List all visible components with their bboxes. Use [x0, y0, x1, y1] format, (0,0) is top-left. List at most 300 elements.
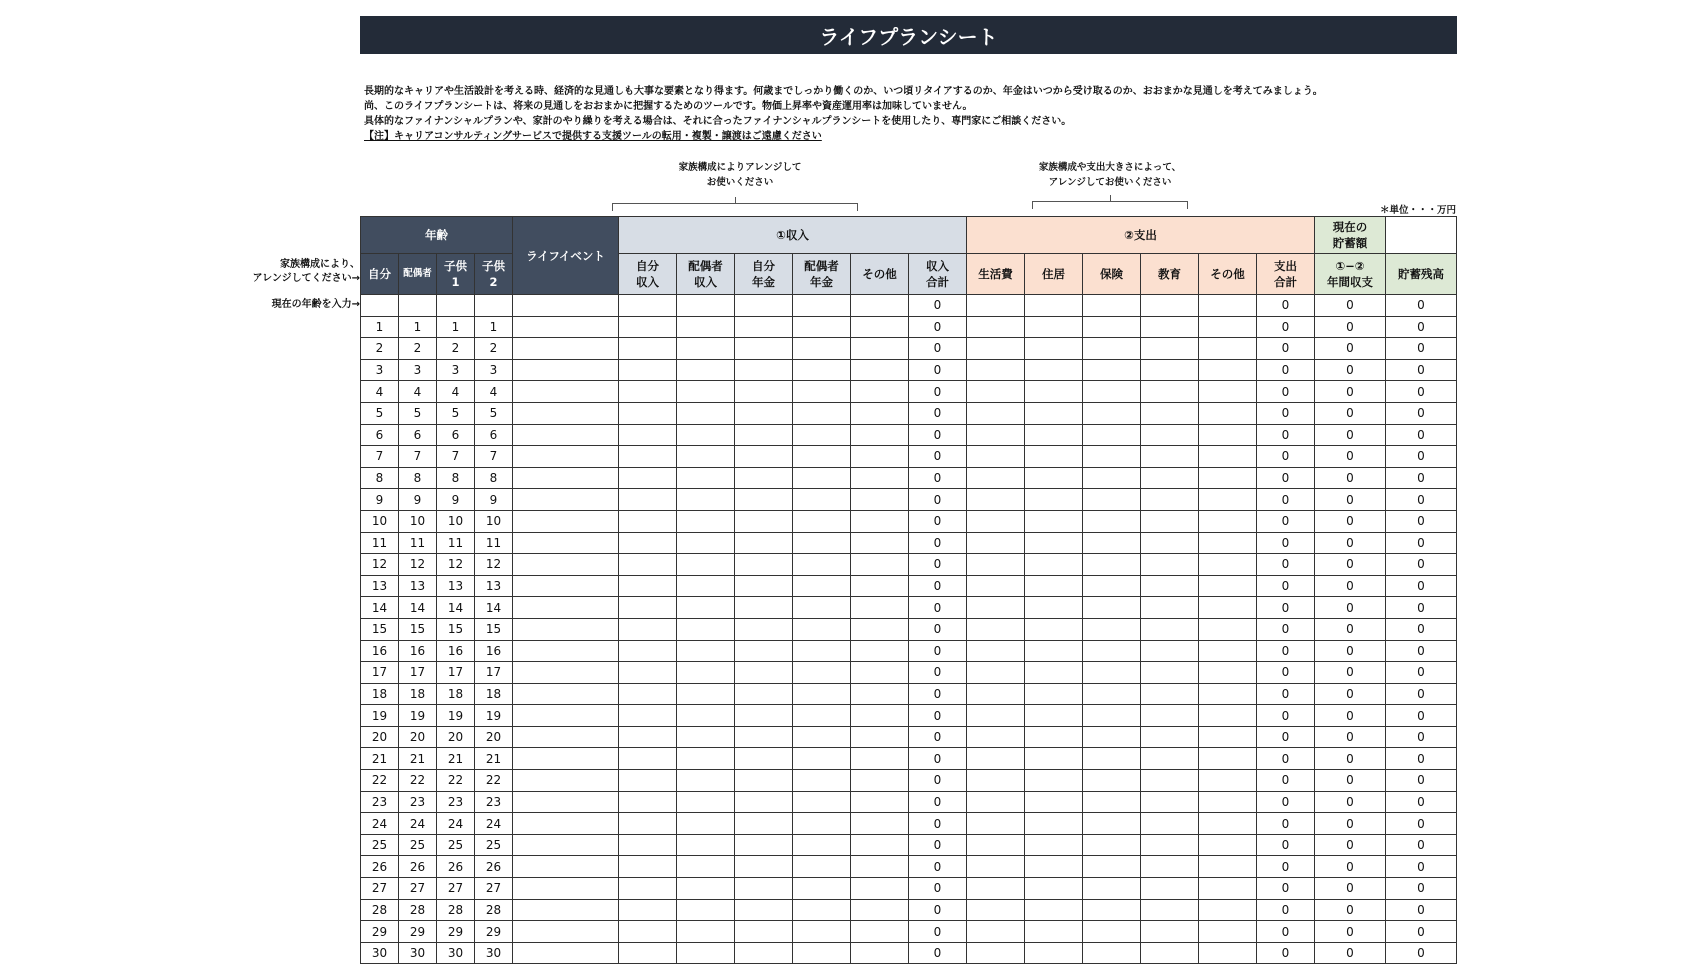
spouse-income-cell[interactable] [677, 424, 735, 446]
self-age-cell[interactable]: 10 [361, 510, 399, 532]
life-event-cell[interactable] [513, 424, 619, 446]
living-expense-cell[interactable] [967, 467, 1025, 489]
living-expense-cell[interactable] [967, 424, 1025, 446]
spouse-age-cell[interactable]: 7 [399, 446, 437, 468]
living-expense-cell[interactable] [967, 791, 1025, 813]
child2-age-cell[interactable]: 23 [475, 791, 513, 813]
spouse-pension-cell[interactable] [793, 813, 851, 835]
life-event-cell[interactable] [513, 575, 619, 597]
spouse-income-cell[interactable] [677, 446, 735, 468]
living-expense-cell[interactable] [967, 726, 1025, 748]
insurance-cell[interactable] [1083, 856, 1141, 878]
spouse-age-cell[interactable]: 29 [399, 921, 437, 943]
living-expense-cell[interactable] [967, 575, 1025, 597]
insurance-cell[interactable] [1083, 597, 1141, 619]
education-cell[interactable] [1141, 726, 1199, 748]
self-age-cell[interactable]: 30 [361, 942, 399, 964]
expense-other-cell[interactable] [1199, 510, 1257, 532]
child2-age-cell[interactable]: 10 [475, 510, 513, 532]
income-other-cell[interactable] [851, 554, 909, 576]
spouse-pension-cell[interactable] [793, 791, 851, 813]
housing-cell[interactable] [1025, 467, 1083, 489]
self-age-cell[interactable]: 8 [361, 467, 399, 489]
self-income-cell[interactable] [619, 575, 677, 597]
child2-age-cell[interactable]: 27 [475, 878, 513, 900]
child1-age-cell[interactable]: 16 [437, 640, 475, 662]
insurance-cell[interactable] [1083, 726, 1141, 748]
insurance-cell[interactable] [1083, 921, 1141, 943]
child1-age-cell[interactable]: 13 [437, 575, 475, 597]
living-expense-cell[interactable] [967, 770, 1025, 792]
self-income-cell[interactable] [619, 705, 677, 727]
self-pension-cell[interactable] [735, 510, 793, 532]
insurance-cell[interactable] [1083, 554, 1141, 576]
spouse-age-cell[interactable]: 8 [399, 467, 437, 489]
self-age-cell[interactable]: 11 [361, 532, 399, 554]
life-event-cell[interactable] [513, 662, 619, 684]
life-event-cell[interactable] [513, 726, 619, 748]
spouse-income-cell[interactable] [677, 295, 735, 317]
self-age-cell[interactable]: 22 [361, 770, 399, 792]
expense-other-cell[interactable] [1199, 597, 1257, 619]
housing-cell[interactable] [1025, 338, 1083, 360]
insurance-cell[interactable] [1083, 942, 1141, 964]
spouse-income-cell[interactable] [677, 834, 735, 856]
housing-cell[interactable] [1025, 748, 1083, 770]
income-other-cell[interactable] [851, 856, 909, 878]
education-cell[interactable] [1141, 554, 1199, 576]
income-other-cell[interactable] [851, 446, 909, 468]
housing-cell[interactable] [1025, 856, 1083, 878]
child1-age-cell[interactable]: 25 [437, 834, 475, 856]
life-event-cell[interactable] [513, 618, 619, 640]
expense-other-cell[interactable] [1199, 575, 1257, 597]
life-event-cell[interactable] [513, 338, 619, 360]
child2-age-cell[interactable]: 26 [475, 856, 513, 878]
insurance-cell[interactable] [1083, 683, 1141, 705]
education-cell[interactable] [1141, 575, 1199, 597]
insurance-cell[interactable] [1083, 402, 1141, 424]
insurance-cell[interactable] [1083, 640, 1141, 662]
income-other-cell[interactable] [851, 316, 909, 338]
child2-age-cell[interactable]: 16 [475, 640, 513, 662]
insurance-cell[interactable] [1083, 424, 1141, 446]
spouse-pension-cell[interactable] [793, 338, 851, 360]
insurance-cell[interactable] [1083, 295, 1141, 317]
self-income-cell[interactable] [619, 748, 677, 770]
self-pension-cell[interactable] [735, 424, 793, 446]
child2-age-cell[interactable]: 13 [475, 575, 513, 597]
education-cell[interactable] [1141, 705, 1199, 727]
expense-other-cell[interactable] [1199, 791, 1257, 813]
self-age-cell[interactable]: 14 [361, 597, 399, 619]
living-expense-cell[interactable] [967, 381, 1025, 403]
self-pension-cell[interactable] [735, 575, 793, 597]
expense-other-cell[interactable] [1199, 446, 1257, 468]
living-expense-cell[interactable] [967, 618, 1025, 640]
self-income-cell[interactable] [619, 942, 677, 964]
spouse-pension-cell[interactable] [793, 662, 851, 684]
spouse-income-cell[interactable] [677, 942, 735, 964]
insurance-cell[interactable] [1083, 510, 1141, 532]
living-expense-cell[interactable] [967, 446, 1025, 468]
housing-cell[interactable] [1025, 878, 1083, 900]
education-cell[interactable] [1141, 899, 1199, 921]
self-age-cell[interactable]: 6 [361, 424, 399, 446]
housing-cell[interactable] [1025, 359, 1083, 381]
child1-age-cell[interactable]: 26 [437, 856, 475, 878]
self-age-cell[interactable]: 15 [361, 618, 399, 640]
child1-age-cell[interactable]: 6 [437, 424, 475, 446]
expense-other-cell[interactable] [1199, 813, 1257, 835]
spouse-age-cell[interactable]: 21 [399, 748, 437, 770]
housing-cell[interactable] [1025, 446, 1083, 468]
education-cell[interactable] [1141, 467, 1199, 489]
self-income-cell[interactable] [619, 791, 677, 813]
housing-cell[interactable] [1025, 834, 1083, 856]
spouse-pension-cell[interactable] [793, 683, 851, 705]
self-age-cell[interactable]: 2 [361, 338, 399, 360]
self-income-cell[interactable] [619, 834, 677, 856]
expense-other-cell[interactable] [1199, 834, 1257, 856]
self-pension-cell[interactable] [735, 359, 793, 381]
insurance-cell[interactable] [1083, 770, 1141, 792]
spouse-age-cell[interactable]: 11 [399, 532, 437, 554]
life-event-cell[interactable] [513, 510, 619, 532]
living-expense-cell[interactable] [967, 662, 1025, 684]
life-event-cell[interactable] [513, 446, 619, 468]
self-income-cell[interactable] [619, 532, 677, 554]
self-pension-cell[interactable] [735, 467, 793, 489]
self-age-cell[interactable]: 4 [361, 381, 399, 403]
expense-other-cell[interactable] [1199, 316, 1257, 338]
self-pension-cell[interactable] [735, 640, 793, 662]
income-other-cell[interactable] [851, 597, 909, 619]
self-pension-cell[interactable] [735, 791, 793, 813]
housing-cell[interactable] [1025, 662, 1083, 684]
life-event-cell[interactable] [513, 942, 619, 964]
insurance-cell[interactable] [1083, 662, 1141, 684]
spouse-income-cell[interactable] [677, 791, 735, 813]
self-age-cell[interactable]: 25 [361, 834, 399, 856]
spouse-pension-cell[interactable] [793, 554, 851, 576]
education-cell[interactable] [1141, 878, 1199, 900]
expense-other-cell[interactable] [1199, 295, 1257, 317]
spouse-income-cell[interactable] [677, 683, 735, 705]
insurance-cell[interactable] [1083, 532, 1141, 554]
living-expense-cell[interactable] [967, 683, 1025, 705]
self-income-cell[interactable] [619, 921, 677, 943]
income-other-cell[interactable] [851, 683, 909, 705]
spouse-age-cell[interactable]: 19 [399, 705, 437, 727]
spouse-pension-cell[interactable] [793, 316, 851, 338]
spouse-pension-cell[interactable] [793, 726, 851, 748]
child1-age-cell[interactable]: 11 [437, 532, 475, 554]
spouse-income-cell[interactable] [677, 359, 735, 381]
insurance-cell[interactable] [1083, 338, 1141, 360]
spouse-income-cell[interactable] [677, 510, 735, 532]
child1-age-cell[interactable]: 27 [437, 878, 475, 900]
life-event-cell[interactable] [513, 878, 619, 900]
child2-age-cell[interactable]: 15 [475, 618, 513, 640]
education-cell[interactable] [1141, 597, 1199, 619]
income-other-cell[interactable] [851, 618, 909, 640]
spouse-pension-cell[interactable] [793, 899, 851, 921]
education-cell[interactable] [1141, 316, 1199, 338]
child2-age-cell[interactable]: 25 [475, 834, 513, 856]
spouse-age-cell[interactable]: 2 [399, 338, 437, 360]
housing-cell[interactable] [1025, 402, 1083, 424]
housing-cell[interactable] [1025, 532, 1083, 554]
life-event-cell[interactable] [513, 683, 619, 705]
child1-age-cell[interactable]: 30 [437, 942, 475, 964]
life-event-cell[interactable] [513, 597, 619, 619]
self-income-cell[interactable] [619, 770, 677, 792]
self-income-cell[interactable] [619, 726, 677, 748]
child2-age-cell[interactable]: 1 [475, 316, 513, 338]
spouse-age-cell[interactable]: 23 [399, 791, 437, 813]
insurance-cell[interactable] [1083, 467, 1141, 489]
child1-age-cell[interactable]: 14 [437, 597, 475, 619]
child1-age-cell[interactable]: 22 [437, 770, 475, 792]
self-age-cell[interactable]: 28 [361, 899, 399, 921]
life-event-cell[interactable] [513, 813, 619, 835]
spouse-income-cell[interactable] [677, 338, 735, 360]
child2-age-cell[interactable]: 22 [475, 770, 513, 792]
spouse-pension-cell[interactable] [793, 381, 851, 403]
income-other-cell[interactable] [851, 338, 909, 360]
child1-age-cell[interactable]: 9 [437, 489, 475, 511]
income-other-cell[interactable] [851, 489, 909, 511]
spouse-income-cell[interactable] [677, 554, 735, 576]
spouse-pension-cell[interactable] [793, 597, 851, 619]
child1-age-cell[interactable]: 5 [437, 402, 475, 424]
child2-age-cell[interactable]: 12 [475, 554, 513, 576]
housing-cell[interactable] [1025, 424, 1083, 446]
child2-age-cell[interactable]: 6 [475, 424, 513, 446]
expense-other-cell[interactable] [1199, 640, 1257, 662]
housing-cell[interactable] [1025, 510, 1083, 532]
self-pension-cell[interactable] [735, 683, 793, 705]
self-age-cell[interactable]: 29 [361, 921, 399, 943]
child1-age-cell[interactable]: 21 [437, 748, 475, 770]
child2-age-cell[interactable] [475, 295, 513, 317]
spouse-age-cell[interactable]: 25 [399, 834, 437, 856]
spouse-pension-cell[interactable] [793, 640, 851, 662]
child1-age-cell[interactable]: 7 [437, 446, 475, 468]
expense-other-cell[interactable] [1199, 942, 1257, 964]
housing-cell[interactable] [1025, 942, 1083, 964]
spouse-income-cell[interactable] [677, 878, 735, 900]
self-income-cell[interactable] [619, 856, 677, 878]
living-expense-cell[interactable] [967, 834, 1025, 856]
self-income-cell[interactable] [619, 295, 677, 317]
living-expense-cell[interactable] [967, 813, 1025, 835]
self-age-cell[interactable]: 12 [361, 554, 399, 576]
spouse-age-cell[interactable]: 12 [399, 554, 437, 576]
self-pension-cell[interactable] [735, 316, 793, 338]
spouse-income-cell[interactable] [677, 618, 735, 640]
life-event-cell[interactable] [513, 489, 619, 511]
living-expense-cell[interactable] [967, 359, 1025, 381]
self-pension-cell[interactable] [735, 618, 793, 640]
self-age-cell[interactable]: 5 [361, 402, 399, 424]
housing-cell[interactable] [1025, 618, 1083, 640]
expense-other-cell[interactable] [1199, 532, 1257, 554]
spouse-age-cell[interactable]: 5 [399, 402, 437, 424]
child2-age-cell[interactable]: 21 [475, 748, 513, 770]
expense-other-cell[interactable] [1199, 878, 1257, 900]
self-pension-cell[interactable] [735, 770, 793, 792]
insurance-cell[interactable] [1083, 878, 1141, 900]
education-cell[interactable] [1141, 381, 1199, 403]
child1-age-cell[interactable]: 3 [437, 359, 475, 381]
self-pension-cell[interactable] [735, 856, 793, 878]
self-pension-cell[interactable] [735, 834, 793, 856]
income-other-cell[interactable] [851, 662, 909, 684]
insurance-cell[interactable] [1083, 748, 1141, 770]
spouse-age-cell[interactable]: 16 [399, 640, 437, 662]
self-income-cell[interactable] [619, 813, 677, 835]
spouse-pension-cell[interactable] [793, 921, 851, 943]
spouse-age-cell[interactable]: 6 [399, 424, 437, 446]
self-pension-cell[interactable] [735, 597, 793, 619]
life-event-cell[interactable] [513, 856, 619, 878]
child2-age-cell[interactable]: 24 [475, 813, 513, 835]
education-cell[interactable] [1141, 834, 1199, 856]
spouse-age-cell[interactable]: 27 [399, 878, 437, 900]
child2-age-cell[interactable]: 7 [475, 446, 513, 468]
spouse-income-cell[interactable] [677, 467, 735, 489]
living-expense-cell[interactable] [967, 942, 1025, 964]
expense-other-cell[interactable] [1199, 381, 1257, 403]
insurance-cell[interactable] [1083, 705, 1141, 727]
spouse-age-cell[interactable]: 20 [399, 726, 437, 748]
self-age-cell[interactable]: 3 [361, 359, 399, 381]
income-other-cell[interactable] [851, 705, 909, 727]
self-age-cell[interactable]: 23 [361, 791, 399, 813]
child2-age-cell[interactable]: 19 [475, 705, 513, 727]
spouse-income-cell[interactable] [677, 532, 735, 554]
spouse-pension-cell[interactable] [793, 532, 851, 554]
spouse-pension-cell[interactable] [793, 834, 851, 856]
spouse-pension-cell[interactable] [793, 295, 851, 317]
housing-cell[interactable] [1025, 640, 1083, 662]
housing-cell[interactable] [1025, 770, 1083, 792]
housing-cell[interactable] [1025, 899, 1083, 921]
child1-age-cell[interactable]: 4 [437, 381, 475, 403]
child1-age-cell[interactable]: 12 [437, 554, 475, 576]
spouse-income-cell[interactable] [677, 640, 735, 662]
self-age-cell[interactable]: 24 [361, 813, 399, 835]
child1-age-cell[interactable]: 8 [437, 467, 475, 489]
income-other-cell[interactable] [851, 532, 909, 554]
self-pension-cell[interactable] [735, 705, 793, 727]
self-age-cell[interactable]: 20 [361, 726, 399, 748]
spouse-age-cell[interactable]: 4 [399, 381, 437, 403]
education-cell[interactable] [1141, 662, 1199, 684]
education-cell[interactable] [1141, 683, 1199, 705]
self-income-cell[interactable] [619, 554, 677, 576]
child1-age-cell[interactable]: 10 [437, 510, 475, 532]
insurance-cell[interactable] [1083, 618, 1141, 640]
self-income-cell[interactable] [619, 510, 677, 532]
child2-age-cell[interactable]: 2 [475, 338, 513, 360]
spouse-income-cell[interactable] [677, 316, 735, 338]
spouse-pension-cell[interactable] [793, 489, 851, 511]
self-age-cell[interactable]: 18 [361, 683, 399, 705]
income-other-cell[interactable] [851, 878, 909, 900]
housing-cell[interactable] [1025, 597, 1083, 619]
child1-age-cell[interactable]: 18 [437, 683, 475, 705]
housing-cell[interactable] [1025, 316, 1083, 338]
spouse-age-cell[interactable]: 18 [399, 683, 437, 705]
spouse-age-cell[interactable]: 22 [399, 770, 437, 792]
self-pension-cell[interactable] [735, 554, 793, 576]
insurance-cell[interactable] [1083, 791, 1141, 813]
housing-cell[interactable] [1025, 381, 1083, 403]
self-income-cell[interactable] [619, 597, 677, 619]
housing-cell[interactable] [1025, 791, 1083, 813]
housing-cell[interactable] [1025, 295, 1083, 317]
income-other-cell[interactable] [851, 424, 909, 446]
spouse-age-cell[interactable]: 1 [399, 316, 437, 338]
spouse-age-cell[interactable]: 28 [399, 899, 437, 921]
living-expense-cell[interactable] [967, 295, 1025, 317]
expense-other-cell[interactable] [1199, 402, 1257, 424]
housing-cell[interactable] [1025, 813, 1083, 835]
living-expense-cell[interactable] [967, 316, 1025, 338]
housing-cell[interactable] [1025, 921, 1083, 943]
spouse-pension-cell[interactable] [793, 467, 851, 489]
education-cell[interactable] [1141, 446, 1199, 468]
insurance-cell[interactable] [1083, 834, 1141, 856]
education-cell[interactable] [1141, 770, 1199, 792]
life-event-cell[interactable] [513, 834, 619, 856]
child2-age-cell[interactable]: 9 [475, 489, 513, 511]
life-event-cell[interactable] [513, 532, 619, 554]
child2-age-cell[interactable]: 8 [475, 467, 513, 489]
self-income-cell[interactable] [619, 381, 677, 403]
expense-other-cell[interactable] [1199, 726, 1257, 748]
self-age-cell[interactable]: 13 [361, 575, 399, 597]
child2-age-cell[interactable]: 14 [475, 597, 513, 619]
self-pension-cell[interactable] [735, 381, 793, 403]
expense-other-cell[interactable] [1199, 683, 1257, 705]
life-event-cell[interactable] [513, 921, 619, 943]
spouse-pension-cell[interactable] [793, 575, 851, 597]
self-pension-cell[interactable] [735, 748, 793, 770]
child2-age-cell[interactable]: 11 [475, 532, 513, 554]
income-other-cell[interactable] [851, 748, 909, 770]
life-event-cell[interactable] [513, 402, 619, 424]
living-expense-cell[interactable] [967, 489, 1025, 511]
spouse-age-cell[interactable]: 15 [399, 618, 437, 640]
spouse-income-cell[interactable] [677, 597, 735, 619]
living-expense-cell[interactable] [967, 532, 1025, 554]
life-event-cell[interactable] [513, 316, 619, 338]
child1-age-cell[interactable]: 29 [437, 921, 475, 943]
spouse-income-cell[interactable] [677, 662, 735, 684]
education-cell[interactable] [1141, 359, 1199, 381]
spouse-age-cell[interactable]: 24 [399, 813, 437, 835]
living-expense-cell[interactable] [967, 402, 1025, 424]
spouse-income-cell[interactable] [677, 899, 735, 921]
expense-other-cell[interactable] [1199, 899, 1257, 921]
spouse-pension-cell[interactable] [793, 359, 851, 381]
expense-other-cell[interactable] [1199, 705, 1257, 727]
expense-other-cell[interactable] [1199, 359, 1257, 381]
